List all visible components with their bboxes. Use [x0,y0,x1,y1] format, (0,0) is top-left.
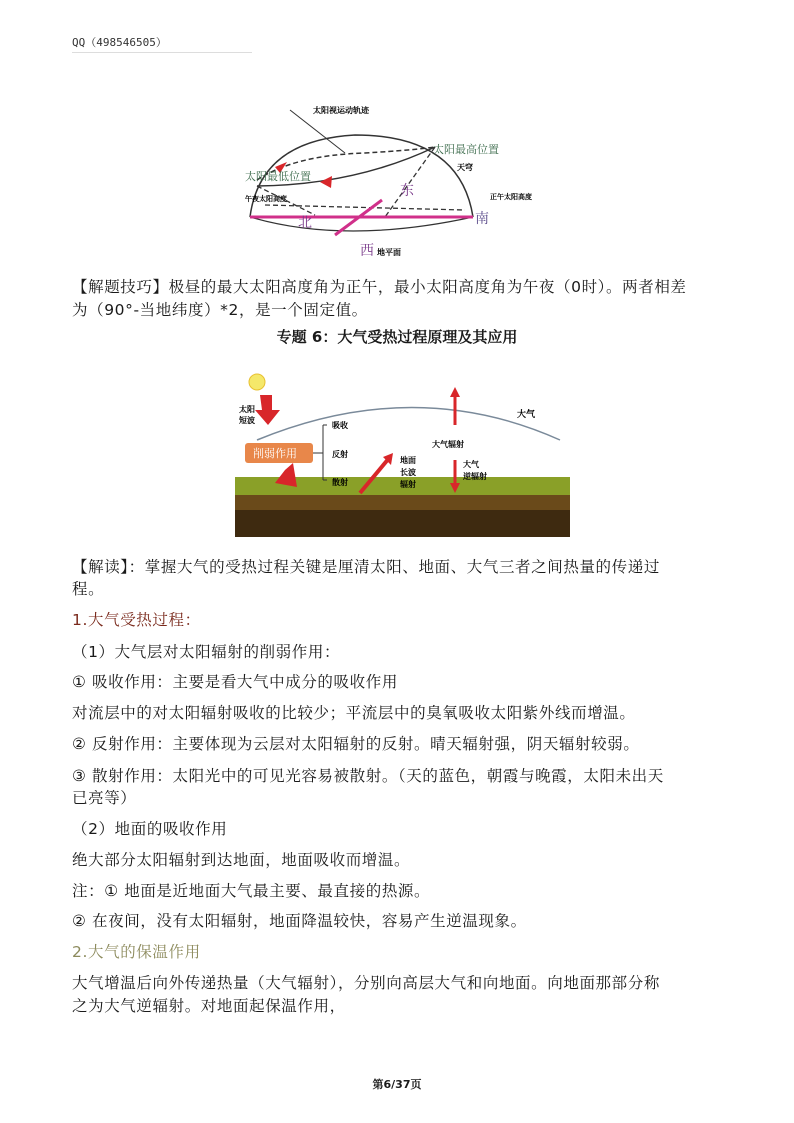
label-north: 北 [298,215,312,231]
ground-absorption-line: 绝大部分太阳辐射到达地面，地面吸收而增温。 [72,851,411,869]
label-counter-1: 大气 [463,460,479,469]
header-divider [72,52,252,53]
heading-insulation: 2.大气的保温作用 [72,943,201,961]
sun-path-diagram [235,95,555,265]
label-ground: 地面 [400,456,416,465]
label-radiation: 辐射 [400,480,416,489]
label-horizon: 地平面 [377,248,401,257]
scattering-line-1: ③ 散射作用：太阳光中的可见光容易被散射。（天的蓝色，朝霞与晚霞，太阳未出天 [72,767,664,785]
insulation-line-2: 之为大气逆辐射。对地面起保温作用， [72,997,346,1015]
label-midnight: 午夜太阳高度 [245,195,287,203]
label-counter-2: 逆辐射 [463,472,487,481]
label-scatter: 散射 [332,478,348,487]
subheading-weakening: （1）大气层对太阳辐射的削弱作用： [72,643,341,661]
label-sun: 太阳 [239,405,255,414]
label-reflect: 反射 [332,450,348,459]
section-title: 专题 6：大气受热过程原理及其应用 [276,328,518,346]
label-sky: 天穹 [457,163,473,172]
page-number: 第6/37页 [372,1078,422,1091]
label-noon: 正午太阳高度 [490,193,532,201]
label-long: 长波 [400,468,416,477]
label-atmosphere: 大气 [517,410,536,420]
absorption-detail: 对流层中的对太阳辐射吸收的比较少；平流层中的臭氧吸收太阳紫外线而增温。 [72,704,636,722]
atmosphere-heating-diagram [235,365,570,540]
scattering-line-2: 已亮等） [72,789,137,807]
label-west: 西 [360,243,374,259]
label-south: 南 [475,211,489,227]
label-east: 东 [400,183,414,199]
label-absorb: 吸收 [332,421,348,430]
insulation-line-1: 大气增温后向外传递热量（大气辐射），分别向高层大气和向地面。向地面那部分称 [72,974,660,992]
jiedu-line-1: 【解读】：掌握大气的受热过程关键是厘清太阳、地面、大气三者之间热量的传递过 [72,558,660,576]
note-line-2: ② 在夜间，没有太阳辐射，地面降温较快，容易产生逆温现象。 [72,912,527,930]
label-atm-radiation: 大气辐射 [432,440,464,449]
label-short: 短波 [239,416,255,425]
tip-line-2: 为（90°-当地纬度）*2，是一个固定值。 [72,301,368,319]
tip-line-1: 【解题技巧】极昼的最大太阳高度角为正午，最小太阳高度角为午夜（0时）。两者相差 [72,278,687,296]
absorption-line: ① 吸收作用：主要是看大气中成分的吸收作用 [72,673,398,691]
page-header: QQ（498546505） [72,36,167,49]
subheading-ground-absorption: （2）地面的吸收作用 [72,820,228,838]
label-trajectory: 太阳视运动轨迹 [313,106,369,115]
note-line-1: 注：① 地面是近地面大气最主要、最直接的热源。 [72,882,431,900]
label-weaken: 削弱作用 [253,447,297,460]
label-lowest: 太阳最低位置 [245,170,311,183]
label-highest: 太阳最高位置 [433,143,499,156]
jiedu-line-2: 程。 [72,580,105,598]
reflection-line: ② 反射作用：主要体现为云层对太阳辐射的反射。晴天辐射强，阴天辐射较弱。 [72,735,640,753]
heading-heating-process: 1.大气受热过程： [72,611,201,629]
